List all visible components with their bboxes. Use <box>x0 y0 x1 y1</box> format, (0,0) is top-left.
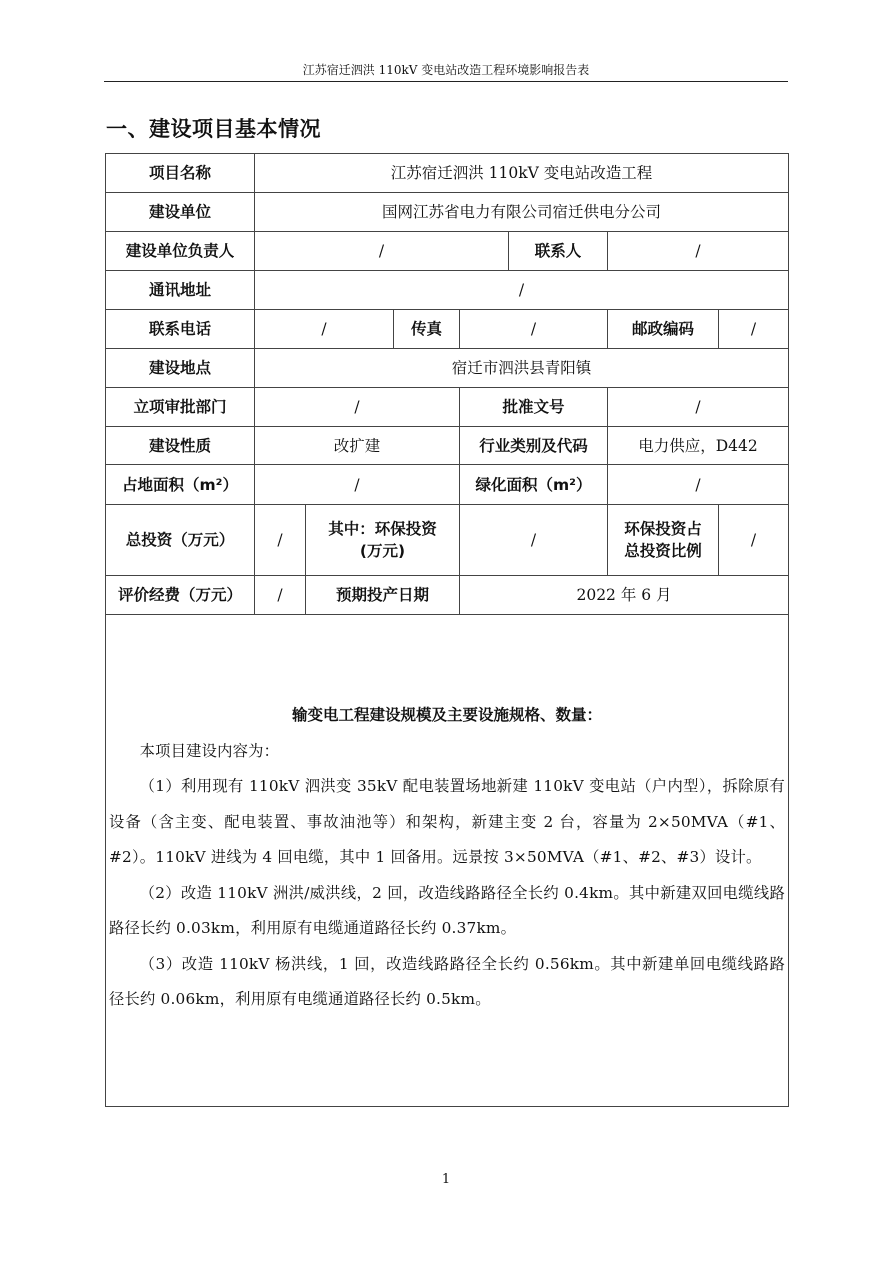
eval-cost-value: / <box>255 576 306 615</box>
industry-value: 电力供应，D442 <box>608 427 789 465</box>
eval-cost-label: 评价经费（万元） <box>106 576 255 615</box>
table-row <box>106 465 789 505</box>
fax-value: / <box>460 310 608 349</box>
builder-label: 建设单位 <box>106 193 255 232</box>
project-content-cell <box>106 615 789 1107</box>
content-paragraph: （1）利用现有 110kV 泗洪变 35kV 配电装置场地新建 110kV 变电站（户内型），拆除原有设备（含主变、配电装置、事故油池等）和架构，新建主变 2 台，容量为 2×50MVA（#1、#2）。110kV 进线为 4 回电缆，其中 1 回备用。远景按 3×50MVA（#1、#2、#3）设计。 <box>109 777 786 866</box>
project-name-value: 江苏宿迁泗洪 110kV 变电站改造工程 <box>255 154 789 193</box>
land-area-value: / <box>255 465 460 505</box>
industry-label: 行业类别及代码 <box>460 427 608 465</box>
approval-no-value: / <box>608 388 789 427</box>
content-paragraph: 本项目建设内容为： <box>139 741 280 760</box>
content-heading: 输变电工程建设规模及主要设施规格、数量： <box>292 705 603 724</box>
env-invest-label-line2: (万元) <box>359 542 406 560</box>
total-invest-value: / <box>255 505 306 576</box>
fax-label: 传真 <box>394 310 460 349</box>
approval-dept-value: / <box>255 388 460 427</box>
expected-date-label: 预期投产日期 <box>306 576 460 615</box>
total-invest-label: 总投资（万元） <box>106 505 255 576</box>
address-value: / <box>255 271 789 310</box>
table-row <box>106 427 789 465</box>
page-header: 江苏宿迁泗洪 110kV 变电站改造工程环境影响报告表 <box>302 63 590 77</box>
env-invest-value: / <box>460 505 608 576</box>
project-info-table <box>105 153 789 1107</box>
postcode-label: 邮政编码 <box>608 310 719 349</box>
table-row <box>106 310 789 349</box>
section-title: 一、建设项目基本情况 <box>106 117 321 141</box>
address-label: 通讯地址 <box>106 271 255 310</box>
builder-head-label: 建设单位负责人 <box>106 232 255 271</box>
approval-no-label: 批准文号 <box>460 388 608 427</box>
header-divider <box>104 81 788 82</box>
env-invest-label <box>306 505 460 576</box>
contact-value: / <box>608 232 789 271</box>
env-ratio-label-line1: 环保投资占 <box>624 520 702 538</box>
nature-label: 建设性质 <box>106 427 255 465</box>
env-ratio-label <box>608 505 719 576</box>
phone-value: / <box>255 310 394 349</box>
phone-label: 联系电话 <box>106 310 255 349</box>
table-row <box>106 388 789 427</box>
table-row <box>106 576 789 615</box>
location-value: 宿迁市泗洪县青阳镇 <box>255 349 789 388</box>
land-area-label: 占地面积（m²） <box>106 465 255 505</box>
approval-dept-label: 立项审批部门 <box>106 388 255 427</box>
project-name-label: 项目名称 <box>106 154 255 193</box>
content-paragraph: （3）改造 110kV 杨洪线，1 回，改造线路路径全长约 0.56km。其中新建单回电缆线路路径长约 0.06km，利用原有电缆通道路径长约 0.5km。 <box>109 954 786 1008</box>
contact-label: 联系人 <box>509 232 608 271</box>
table-row <box>106 154 789 193</box>
table-row <box>106 271 789 310</box>
content-paragraph: （2）改造 110kV 洲洪/威洪线，2 回，改造线路路径全长约 0.4km。其中新建双回电缆线路路径长约 0.03km，利用原有电缆通道路径长约 0.37km。 <box>109 883 786 937</box>
table-row <box>106 193 789 232</box>
env-invest-label-line1: 其中：环保投资 <box>328 520 437 538</box>
expected-date-value: 2022 年 6 月 <box>460 576 789 615</box>
env-ratio-label-line2: 总投资比例 <box>624 542 702 560</box>
builder-head-value: / <box>255 232 509 271</box>
table-row <box>106 232 789 271</box>
postcode-value: / <box>719 310 789 349</box>
green-area-value: / <box>608 465 789 505</box>
location-label: 建设地点 <box>106 349 255 388</box>
builder-value: 国网江苏省电力有限公司宿迁供电分公司 <box>255 193 789 232</box>
nature-value: 改扩建 <box>255 427 460 465</box>
env-ratio-value: / <box>719 505 789 576</box>
green-area-label: 绿化面积（m²） <box>460 465 608 505</box>
table-row <box>106 615 789 1107</box>
page-number: 1 <box>441 1172 451 1187</box>
table-row <box>106 505 789 576</box>
table-row <box>106 349 789 388</box>
